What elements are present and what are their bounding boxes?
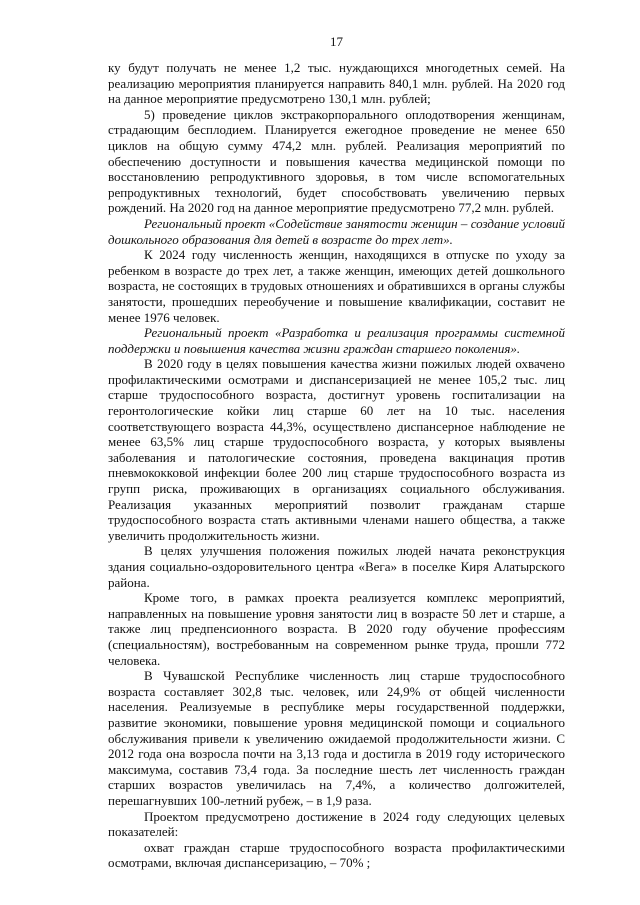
- body-paragraph: Проектом предусмотрено достижение в 2024 году следующих целевых показателей:: [108, 808, 565, 840]
- body-paragraph: ку будут получать не менее 1,2 тыс. нуждающихся многодетных семей. На реализацию мероприятия планируется направить 840,1 млн. рублей. На 2020 год на данное мероприятие предусмотрено 130,1 млн. рублей;: [108, 60, 565, 107]
- project-heading-paragraph: Региональный проект «Разработка и реализация программы системной поддержки и повышения качества жизни граждан старшего поколения».: [108, 325, 565, 356]
- body-paragraph: В Чувашской Республике численность лиц старше трудоспособного возраста составляет 302,8 тыс. человек, или 24,9% от общей численности населения. Реализуемые в республике меры государственной поддержки, развитие экономики, повышение уровня медицинской помощи и социального обслуживания привели к увеличению ожидаемой продолжительности жизни. С 2012 года она возросла почти на 3,13 года и достигла в 2019 году исторического максимума, составив 73,4 года. За последние шесть лет численность граждан старших возрастов увеличилась на 7,4%, а количество долгожителей, перешагнувших 100-летний рубеж, – в 1,9 раза.: [108, 668, 565, 808]
- body-paragraph: 5) проведение циклов экстракорпорального оплодотворения женщинам, страдающим бесплодием. Планируется ежегодное проведение не менее 650 циклов на общую сумму 474,2 млн. рублей. Реализация мероприятий по обеспечению доступности и повышения качества медицинской помощи по восстановлению репродуктивного здоровья, в том числе вспомогательных репродуктивных технологий, будет способствовать увеличению первых рождений. На 2020 год на данное мероприятие предусмотрено 77,2 млн. рублей.: [108, 106, 565, 216]
- body-paragraph: В 2020 году в целях повышения качества жизни пожилых людей охвачено профилактическими осмотрами и диспансеризацией не менее 105,2 тыс. лиц старше трудоспособного возраста, достигнут уровень госпитализации на геронтологические койки лиц старше 60 лет на 10 тыс. населения соответствующего возраста 44,3%, осуществлено диспансерное наблюдение не менее 63,5% лиц старше трудоспособного возраста, у которых выявлены заболевания и патологические состояния, проведена вакцинация против пневмококковой инфекции более 200 лиц старше трудоспособного возраста из групп риска, проживающих в организациях социального обслуживания. Реализация указанных мероприятий позволит гражданам старше трудоспособного возраста стать активными членами нашего общества, а также увеличить продолжительность жизни.: [108, 356, 565, 543]
- body-paragraph: В целях улучшения положения пожилых людей начата реконструкция здания социально-оздоровительного центра «Вега» в поселке Киря Алатырского района.: [108, 543, 565, 590]
- body-paragraph: К 2024 году численность женщин, находящихся в отпуске по уходу за ребенком в возрасте до трех лет, а также женщин, имеющих детей дошкольного возраста, не состоящих в трудовых отношениях и обратившихся в органы службы занятости, прошедших переобучение и повышение квалификации, составит не менее 1976 человек.: [108, 247, 565, 325]
- body-paragraph: Кроме того, в рамках проекта реализуется комплекс мероприятий, направленных на повышение уровня занятости лиц в возрасте 50 лет и старше, а также лиц предпенсионного возраста. В 2020 году обучение профессиям (специальностям), востребованным на современном рынке труда, прошли 772 человека.: [108, 590, 565, 668]
- body-paragraph: охват граждан старше трудоспособного возраста профилактическими осмотрами, включая диспансеризацию, – 70% ;: [108, 839, 565, 871]
- page-number: 17: [330, 34, 343, 49]
- project-heading-paragraph: Региональный проект «Содействие занятости женщин – создание условий дошкольного образования для детей в возрасте до трех лет».: [108, 215, 565, 247]
- body-text: [108, 60, 565, 871]
